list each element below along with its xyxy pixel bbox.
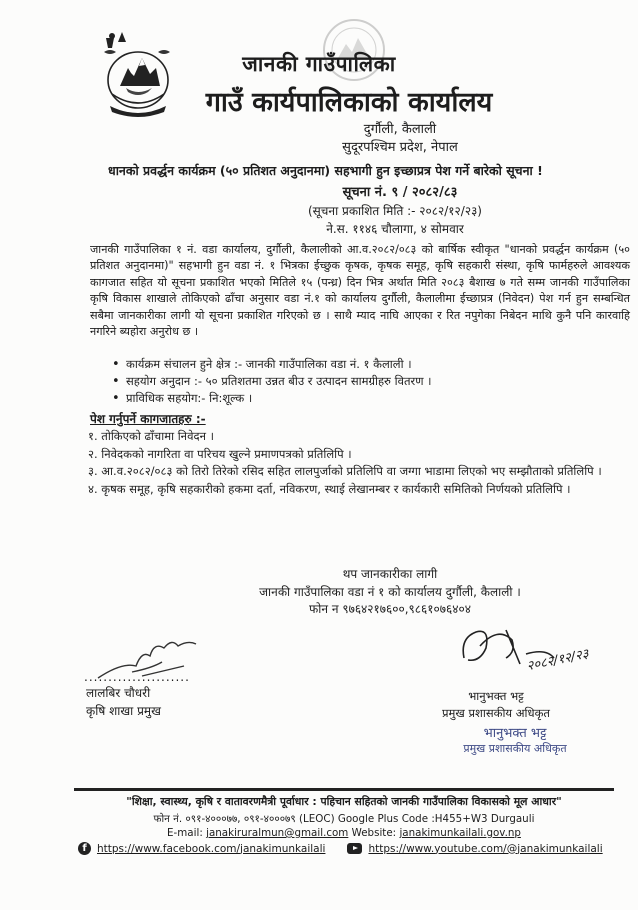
list-item: ४. कृषक समूह, कृषि सहकारीको हकमा दर्ता, नविकरण, स्थाई लेखानम्बर र कार्यकारी समितिको निर्णयको प्रतिलिपि । [88,481,571,496]
office-name: जानकी गाउँपालिका [242,52,396,76]
notice-number: सूचना नं. ९ / २०८२/८३ [342,185,458,200]
left-signatory [86,684,161,720]
handwritten-date: २०८२/१२/२३ [525,646,591,675]
right-signatory-title: प्रमुख प्रशासकीय अधिकृत [442,706,550,720]
nepal-sambat-date: ने.स. ११४६ चौलागा, ४ सोमवार [326,222,464,236]
required-documents-list [88,428,608,498]
website-label: Website: [351,827,397,839]
program-details-list [112,356,612,407]
email-label: E-mail: [167,827,203,839]
right-signatory-name: भानुभक्त भट्ट [468,689,524,703]
website-link[interactable]: janakimunkailali.gov.np [399,827,521,839]
left-signatory-name: लालबिर चौधरी [86,686,151,700]
footer-divider [74,788,614,791]
address-line2: सुदूरपश्चिम प्रदेश, नेपाल [342,140,458,155]
notice-body: जानकी गाउँपालिका १ नं. वडा कार्यालय, दुर्गौली, कैलालीको आ.व.२०८२/०८३ को बार्षिक स्वीकृत "धानको प्रवर्द्धन कार्यक्रम (५० प्रतिशत अनुदानमा)" सहभागी हुन वडा नं. १ भित्रका ईच्छुक कृषक, कृषक समूह, कृषि सहकारी संस्था, कृषि फार्महरुले आवश्यक कागजात सहित यो सूचना प्रकाशित भएको मितिले १५ (पन्ध्र) दिन भित्र अर्थात मिति २०८३ बैशाख ७ गते सम्म जानकी गाउँपालिका कृषि विकास शाखाले तोकिएको ढाँचा अनुसार वडा नं.१ को कार्यालय दुर्गौली, कैलालीमा ईच्छाप्रत्र (निवेदन) पेश गर्न हुन सम्बन्धित सबैमा जानकारीका लागी यो सूचना प्रकाशित गरिएको छ । साथै म्याद नाघि आएका र रित नपुगेका निबेदन माथि कुनै पनि कारवाहि नगरिने ब्यहोरा अनुरोध छ । [90,243,630,339]
list-item: ३. आ.व.२०८२/०८३ को तिरो तिरेको रसिद सहित लालपुर्जाको प्रतिलिपि वा जग्गा भाडामा लिएको भए सम्झौताको प्रतिलिपि । [88,464,602,478]
more-info-line1: थप जानकारीका लागी [342,567,438,581]
facebook-icon: f [78,842,91,855]
youtube-icon [347,843,362,854]
stamp-title: प्रमुख प्रशासकीय अधिकृत [463,742,567,755]
list-item: • कार्यक्रम संचालन हुने क्षेत्र :- जानकी गाउँपालिका वडा नं. १ कैलाली । [112,356,612,373]
signature-line: ...................... [84,670,190,684]
list-item: • प्राविधिक सहयोग:- नि:शूल्क । [112,390,612,407]
facebook-link[interactable]: https://www.facebook.com/janakimunkailali [97,842,326,855]
publication-date: (सूचना प्रकाशित मिति :- २०८२/१२/२३) [308,204,482,218]
right-signatory [416,688,576,722]
email-link[interactable]: janakiruralmun@gmail.com [206,827,349,839]
notice-heading: धानको प्रवर्द्धन कार्यक्रम (५० प्रतिशत अनुदानमा) सहभागी हुन इच्छाप्रत्र पेश गर्ने बारेको सूचना ! [108,163,543,178]
footer-social-links [78,842,618,855]
stamp-name: भानुभक्त भट्ट [483,726,547,741]
more-info-phone: फोन न ९७६४२१७६००,९८६१०७६४०४ [309,602,471,616]
list-item: • सहयोग अनुदान :- ५० प्रतिशतमा उन्नत बीउ र उत्पादन सामग्रीहरु वितरण । [112,373,612,390]
left-signatory-title: कृषि शाखा प्रमुख [86,704,161,718]
required-documents-heading: पेश गर्नुपर्ने कागजातहरु :- [90,412,206,426]
official-stamp [440,726,590,756]
list-item: १. तोकिएको ढाँचामा निवेदन । [88,429,214,443]
youtube-link[interactable]: https://www.youtube.com/@janakimunkailali [368,842,603,855]
more-info-block [200,566,580,619]
address-line1: दुर्गौली, कैलाली [363,122,437,137]
more-info-line2: जानकी गाउँपालिका वडा नं १ को कार्यालय दुर्गौली, कैलाली । [259,584,521,599]
footer-motto: "शिक्षा, स्वास्थ्य, कृषि र वातावरणमैत्री पूर्वाधार : पहिचान सहितको जानकी गाउँपालिका विकासको मूल आधार" [126,795,562,808]
list-item: २. निवेदकको नागरिता वा परिचय खुल्ने प्रमाणपत्रको प्रतिलिपि । [88,446,352,461]
footer-email-website [74,827,614,839]
footer-phone: फोन नं. ०९१-४०००७७, ०९१-४०००७९ (LEOC) Google Plus Code :H455+W3 Durgauli [153,813,535,825]
office-title: गाउँ कार्यपालिकाको कार्यालय [205,87,493,118]
